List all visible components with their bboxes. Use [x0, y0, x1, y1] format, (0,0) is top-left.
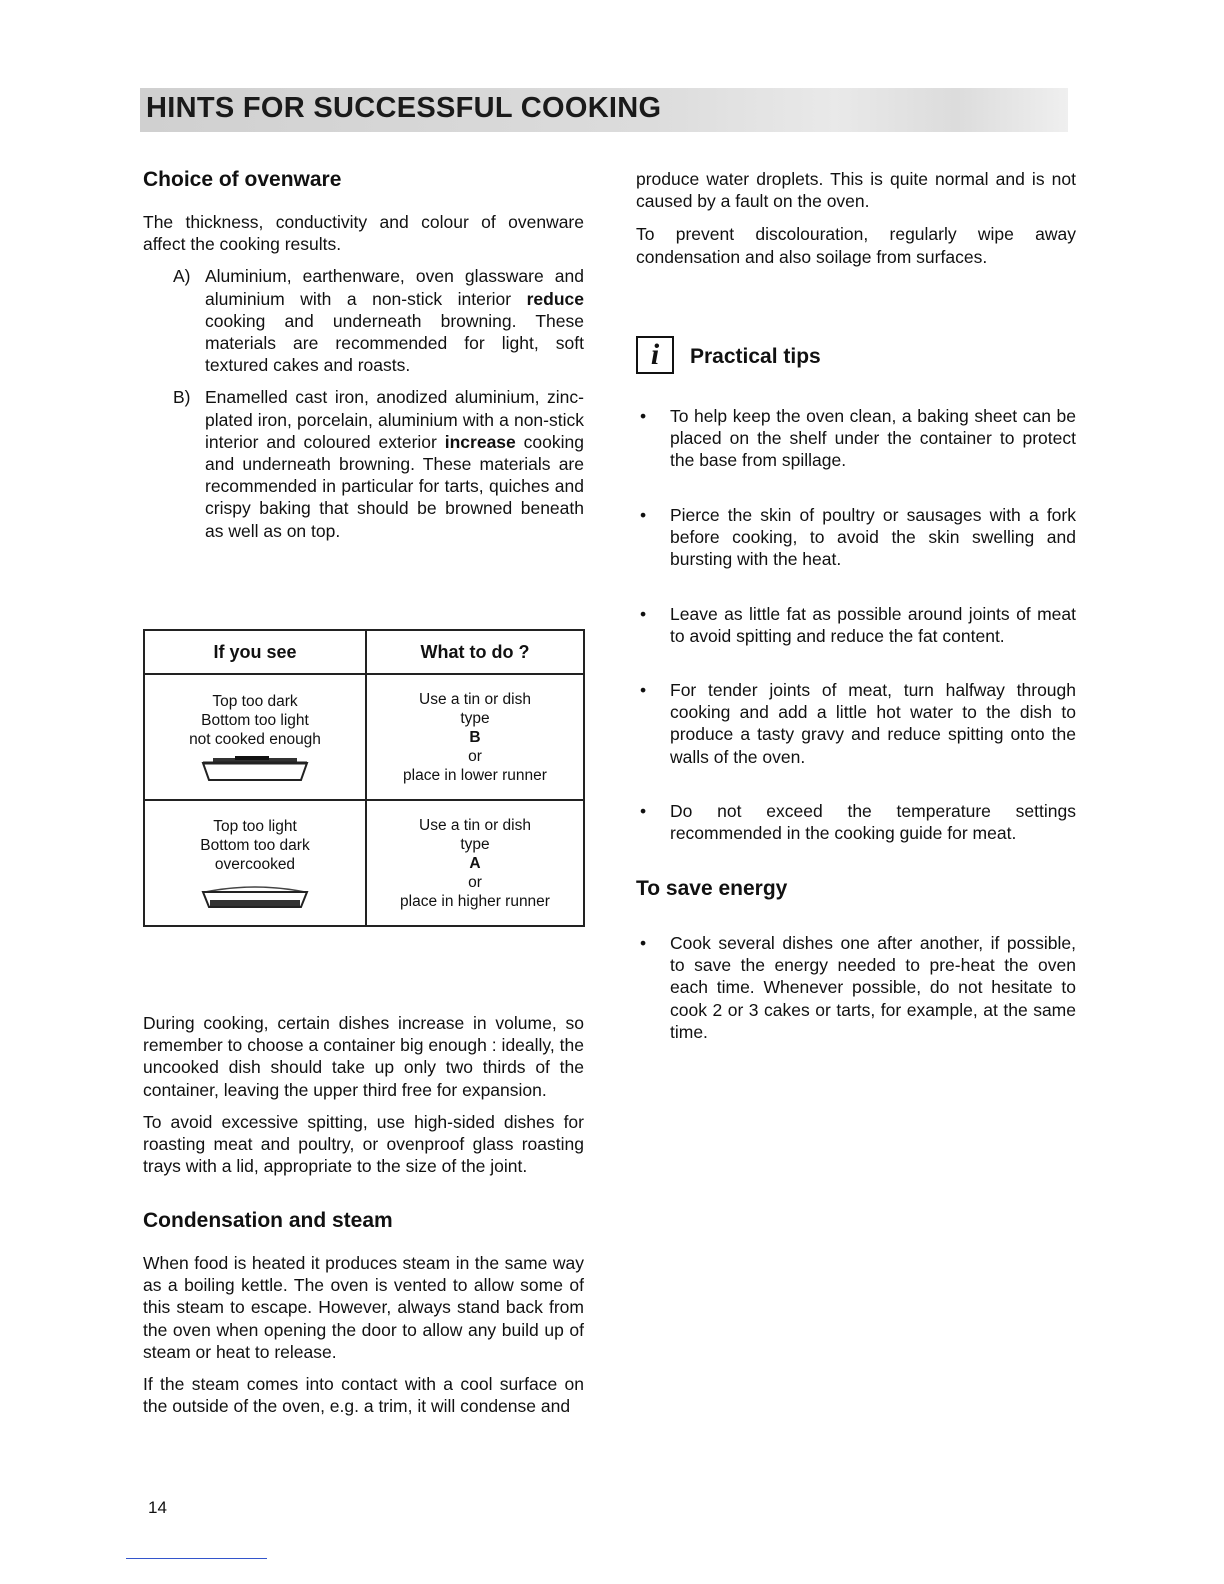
list-item: A) Aluminium, earthenware, oven glassware and aluminium with a non-stick interior reduce cooking and underneath browning. These materials are recommended for light, soft textured cakes and roasts. — [173, 266, 584, 376]
volume-paragraph: During cooking, certain dishes increase in volume, so remember to choose a container big enough : ideally, the uncooked dish should take up only two thirds of the container, leaving the upper third free for expansion. — [143, 1013, 584, 1100]
bullet-dot-icon: • — [640, 406, 647, 426]
list-marker: B) — [173, 387, 191, 408]
bullet-dot-icon: • — [640, 801, 647, 821]
practical-tips-list — [636, 679, 1076, 768]
list-item: • Cook several dishes one after another, if possible, to save the energy needed to pre-heat the oven each time. Whenever possible, do not hesitate to cook 2 or 3 cakes or tarts, for example, at the same time. — [640, 933, 1076, 1042]
condensation-paragraph-4: To prevent discolouration, regularly wipe away condensation and also soilage from surfaces. — [636, 224, 1076, 267]
page-title: HINTS FOR SUCCESSFUL COOKING — [146, 92, 662, 124]
practical-tips-header — [636, 336, 1076, 376]
list-item: • Leave as little fat as possible around joints of meat to avoid spitting and reduce the fat content. — [640, 604, 1076, 647]
cooking-results-table — [143, 629, 585, 927]
table-cell-action: Use a tin or dish type A or place in higher runner — [366, 800, 584, 926]
list-item: • Do not exceed the temperature settings recommended in the cooking guide for meat. — [640, 801, 1076, 844]
condensation-section — [143, 1208, 584, 1417]
table-cell-symptom: Top too light Bottom too dark overcooked — [144, 800, 366, 926]
condensation-paragraph-2: If the steam comes into contact with a cool surface on the outside of the oven, e.g. a trim, it will condense and — [143, 1374, 584, 1417]
info-icon: i — [636, 336, 674, 374]
condensation-paragraph-1: When food is heated it produces steam in the same way as a boiling kettle. The oven is vented to allow some of this steam to escape. However, always stand back from the oven when opening the door to allow any build up of steam or heat to release. — [143, 1253, 584, 1362]
list-item: • Pierce the skin of poultry or sausages with a fork before cooking, to avoid the skin swelling and bursting with the heat. — [640, 505, 1076, 570]
page-header-banner — [140, 88, 1068, 132]
table-row — [144, 674, 584, 800]
list-marker: A) — [173, 266, 191, 287]
bullet-dot-icon: • — [640, 604, 647, 624]
practical-tips-list — [636, 603, 1076, 647]
save-energy-section — [636, 876, 1076, 902]
bullet-dot-icon: • — [640, 680, 647, 700]
volume-section — [143, 1012, 584, 1177]
condensation-paragraph-3: produce water droplets. This is quite normal and is not caused by a fault on the oven. — [636, 169, 1076, 212]
table-header-what-to-do: What to do ? — [366, 630, 584, 674]
table-header-row — [144, 630, 584, 674]
table-row — [144, 800, 584, 926]
save-energy-heading: To save energy — [636, 877, 788, 900]
ovenware-list — [143, 265, 584, 541]
list-item: • For tender joints of meat, turn halfway through cooking and add a little hot water to the dish to produce a tasty gravy and reduce spitting onto the walls of the oven. — [640, 680, 1076, 767]
practical-tips-list — [636, 504, 1076, 571]
practical-tips-heading: Practical tips — [690, 345, 821, 368]
page-number: 14 — [148, 1498, 167, 1517]
ovenware-heading: Choice of ovenware — [143, 168, 342, 191]
table-header-if-you-see: If you see — [144, 630, 366, 674]
bullet-dot-icon: • — [640, 505, 647, 525]
baking-dish-icon — [201, 880, 309, 910]
list-item: B) Enamelled cast iron, anodized aluminium, zinc-plated iron, porcelain, aluminium with a non-stick interior and coloured exterior increase cooking and underneath browning. These materials are recommended in particular for tarts, quiches and crispy baking that should be browned beneath as well as on top. — [173, 387, 584, 541]
bottom-divider — [126, 1558, 267, 1559]
list-item: • To help keep the oven clean, a baking sheet can be placed on the shelf under the container to protect the base from spillage. — [640, 406, 1076, 471]
condensation-continued — [636, 168, 1076, 268]
bullet-dot-icon: • — [640, 933, 647, 953]
practical-tips-list — [636, 800, 1076, 844]
save-energy-list — [636, 932, 1076, 1043]
table-cell-action: Use a tin or dish type B or place in lower runner — [366, 674, 584, 800]
condensation-heading: Condensation and steam — [143, 1209, 393, 1232]
practical-tips-list — [636, 405, 1076, 472]
ovenware-intro: The thickness, conductivity and colour of ovenware affect the cooking results. — [143, 212, 584, 255]
spitting-paragraph: To avoid excessive spitting, use high-sided dishes for roasting meat and poultry, or ovenproof glass roasting trays with a lid, appropriate to the size of the joint. — [143, 1111, 584, 1177]
ovenware-section — [143, 167, 584, 552]
baking-dish-icon — [201, 755, 309, 783]
table-cell-symptom: Top too dark Bottom too light not cooked enough — [144, 674, 366, 800]
